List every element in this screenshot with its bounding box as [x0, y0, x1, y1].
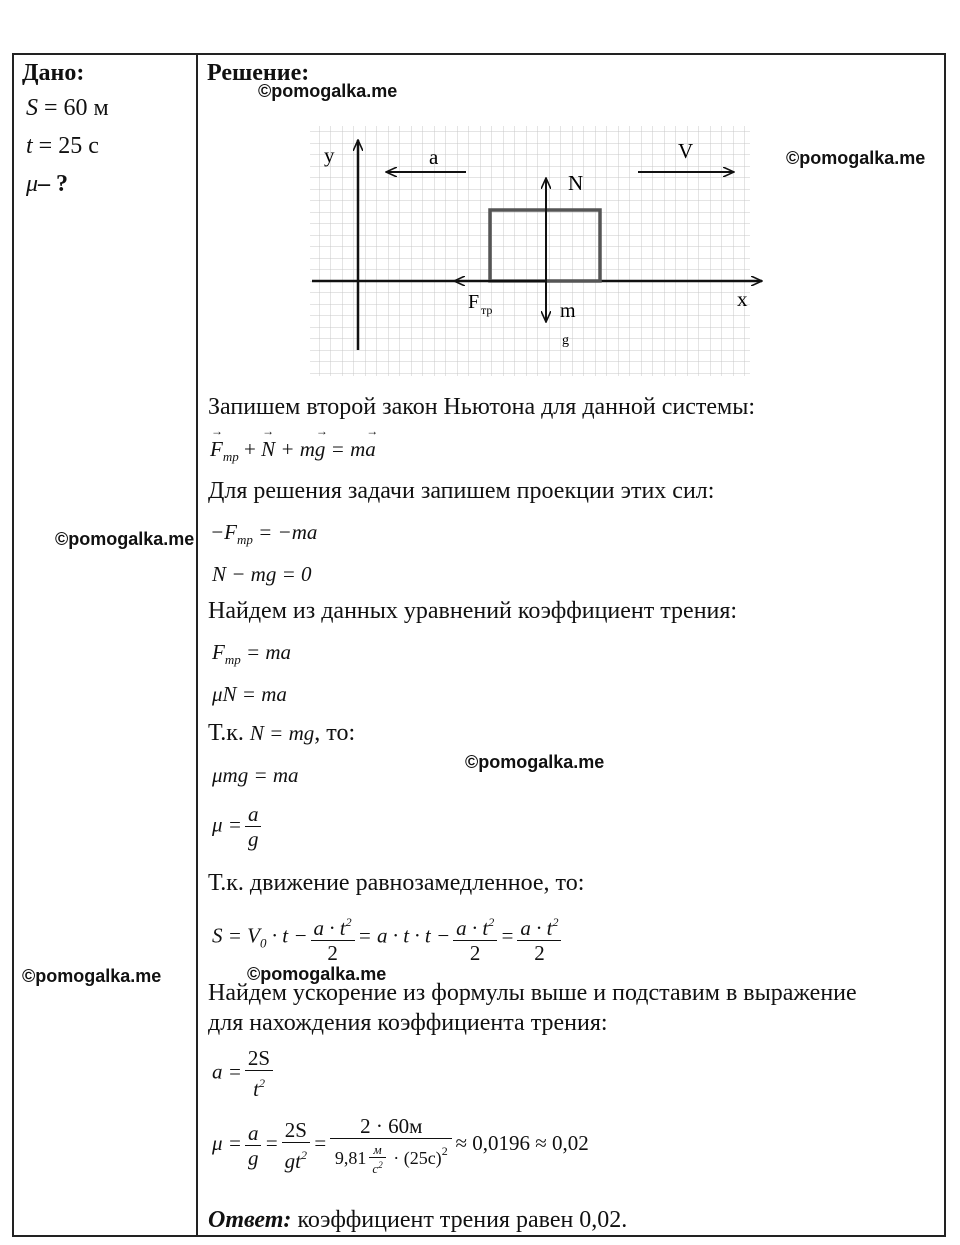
watermark: ©pomogalka.me — [55, 529, 195, 549]
watermark: ©pomogalka.me — [465, 752, 605, 772]
label-m: m — [560, 300, 576, 322]
equation-friction: $F_{тр}$ = ma — [212, 640, 292, 667]
equation-mu-n: μN = ma — [212, 682, 287, 706]
text-newton-law: Запишем второй закон Ньютона для данной системы: — [208, 394, 755, 420]
label-v: V — [678, 139, 694, 163]
column-divider — [196, 53, 198, 1237]
label-y: y — [324, 143, 335, 167]
text-uniform-deceleration: Т.к. движение равнозамедленное, то: — [208, 870, 585, 896]
answer-line: Ответ: коэффициент трения равен 0,02. — [208, 1207, 628, 1233]
equation-mu-mg: μmg = ma — [212, 763, 299, 787]
text-find-mu: Найдем из данных уравнений коэффициент трения: — [208, 598, 738, 624]
equation-mu-result: μ = $\frac{a}{g}$ = $\frac{2S}{gt^2}$ = 2 · 60м 9,81 $\frac{м}{с^2}$ · $(25с)^2$ ≈ 0,0196 ≈ 0,02 — [212, 1114, 589, 1177]
watermark: ©pomogalka.me — [258, 81, 398, 101]
given-distance: S = 60 м — [26, 95, 109, 121]
equation-projection-y: N − mg = 0 — [212, 562, 312, 586]
text-find-acceleration: Найдем ускорение из формулы выше и подставим в выражение — [208, 980, 857, 1006]
label-f: F — [468, 291, 480, 313]
text-since-n: Т.к. N = mg, то: — [208, 720, 356, 746]
watermark: ©pomogalka.me — [22, 966, 162, 986]
force-diagram — [296, 120, 766, 380]
solution-header: Решение: — [207, 60, 310, 86]
equation-mu-fraction: μ = $\frac{a}{g}$ — [212, 802, 264, 851]
watermark: ©pomogalka.me — [247, 964, 387, 984]
text-for-mu: для нахождения коэффициента трения: — [208, 1010, 608, 1036]
equation-distance: $S = V_0 \cdot t$ − $\frac{a \cdot t^2}{2}$ = a · t · t − $\frac{a \cdot t^2}{2}$ = $\frac{a \cdot t^2}{2}$ — [212, 910, 564, 965]
text-projections: Для решения задачи запишем проекции этих сил: — [208, 478, 715, 504]
given-time: t = 25 с — [26, 133, 99, 159]
equation-acceleration: a = $\frac{2S}{t^2}$ — [212, 1046, 276, 1101]
label-f-sub: тр — [481, 303, 493, 317]
equation-projection-x: $-F_{тр} = -ma$ — [210, 520, 318, 547]
given-header: Дано: — [22, 60, 85, 86]
given-unknown: μ– ? — [26, 171, 69, 197]
label-a: a — [429, 145, 439, 169]
equation-newton-vector: → $F_{тр}$ + → N + m→ g = m→ a — [210, 437, 376, 465]
label-x: x — [737, 287, 748, 311]
watermark: ©pomogalka.me — [786, 148, 926, 168]
grid-background — [310, 126, 750, 376]
label-g: g — [562, 333, 569, 348]
label-n: N — [568, 171, 584, 195]
